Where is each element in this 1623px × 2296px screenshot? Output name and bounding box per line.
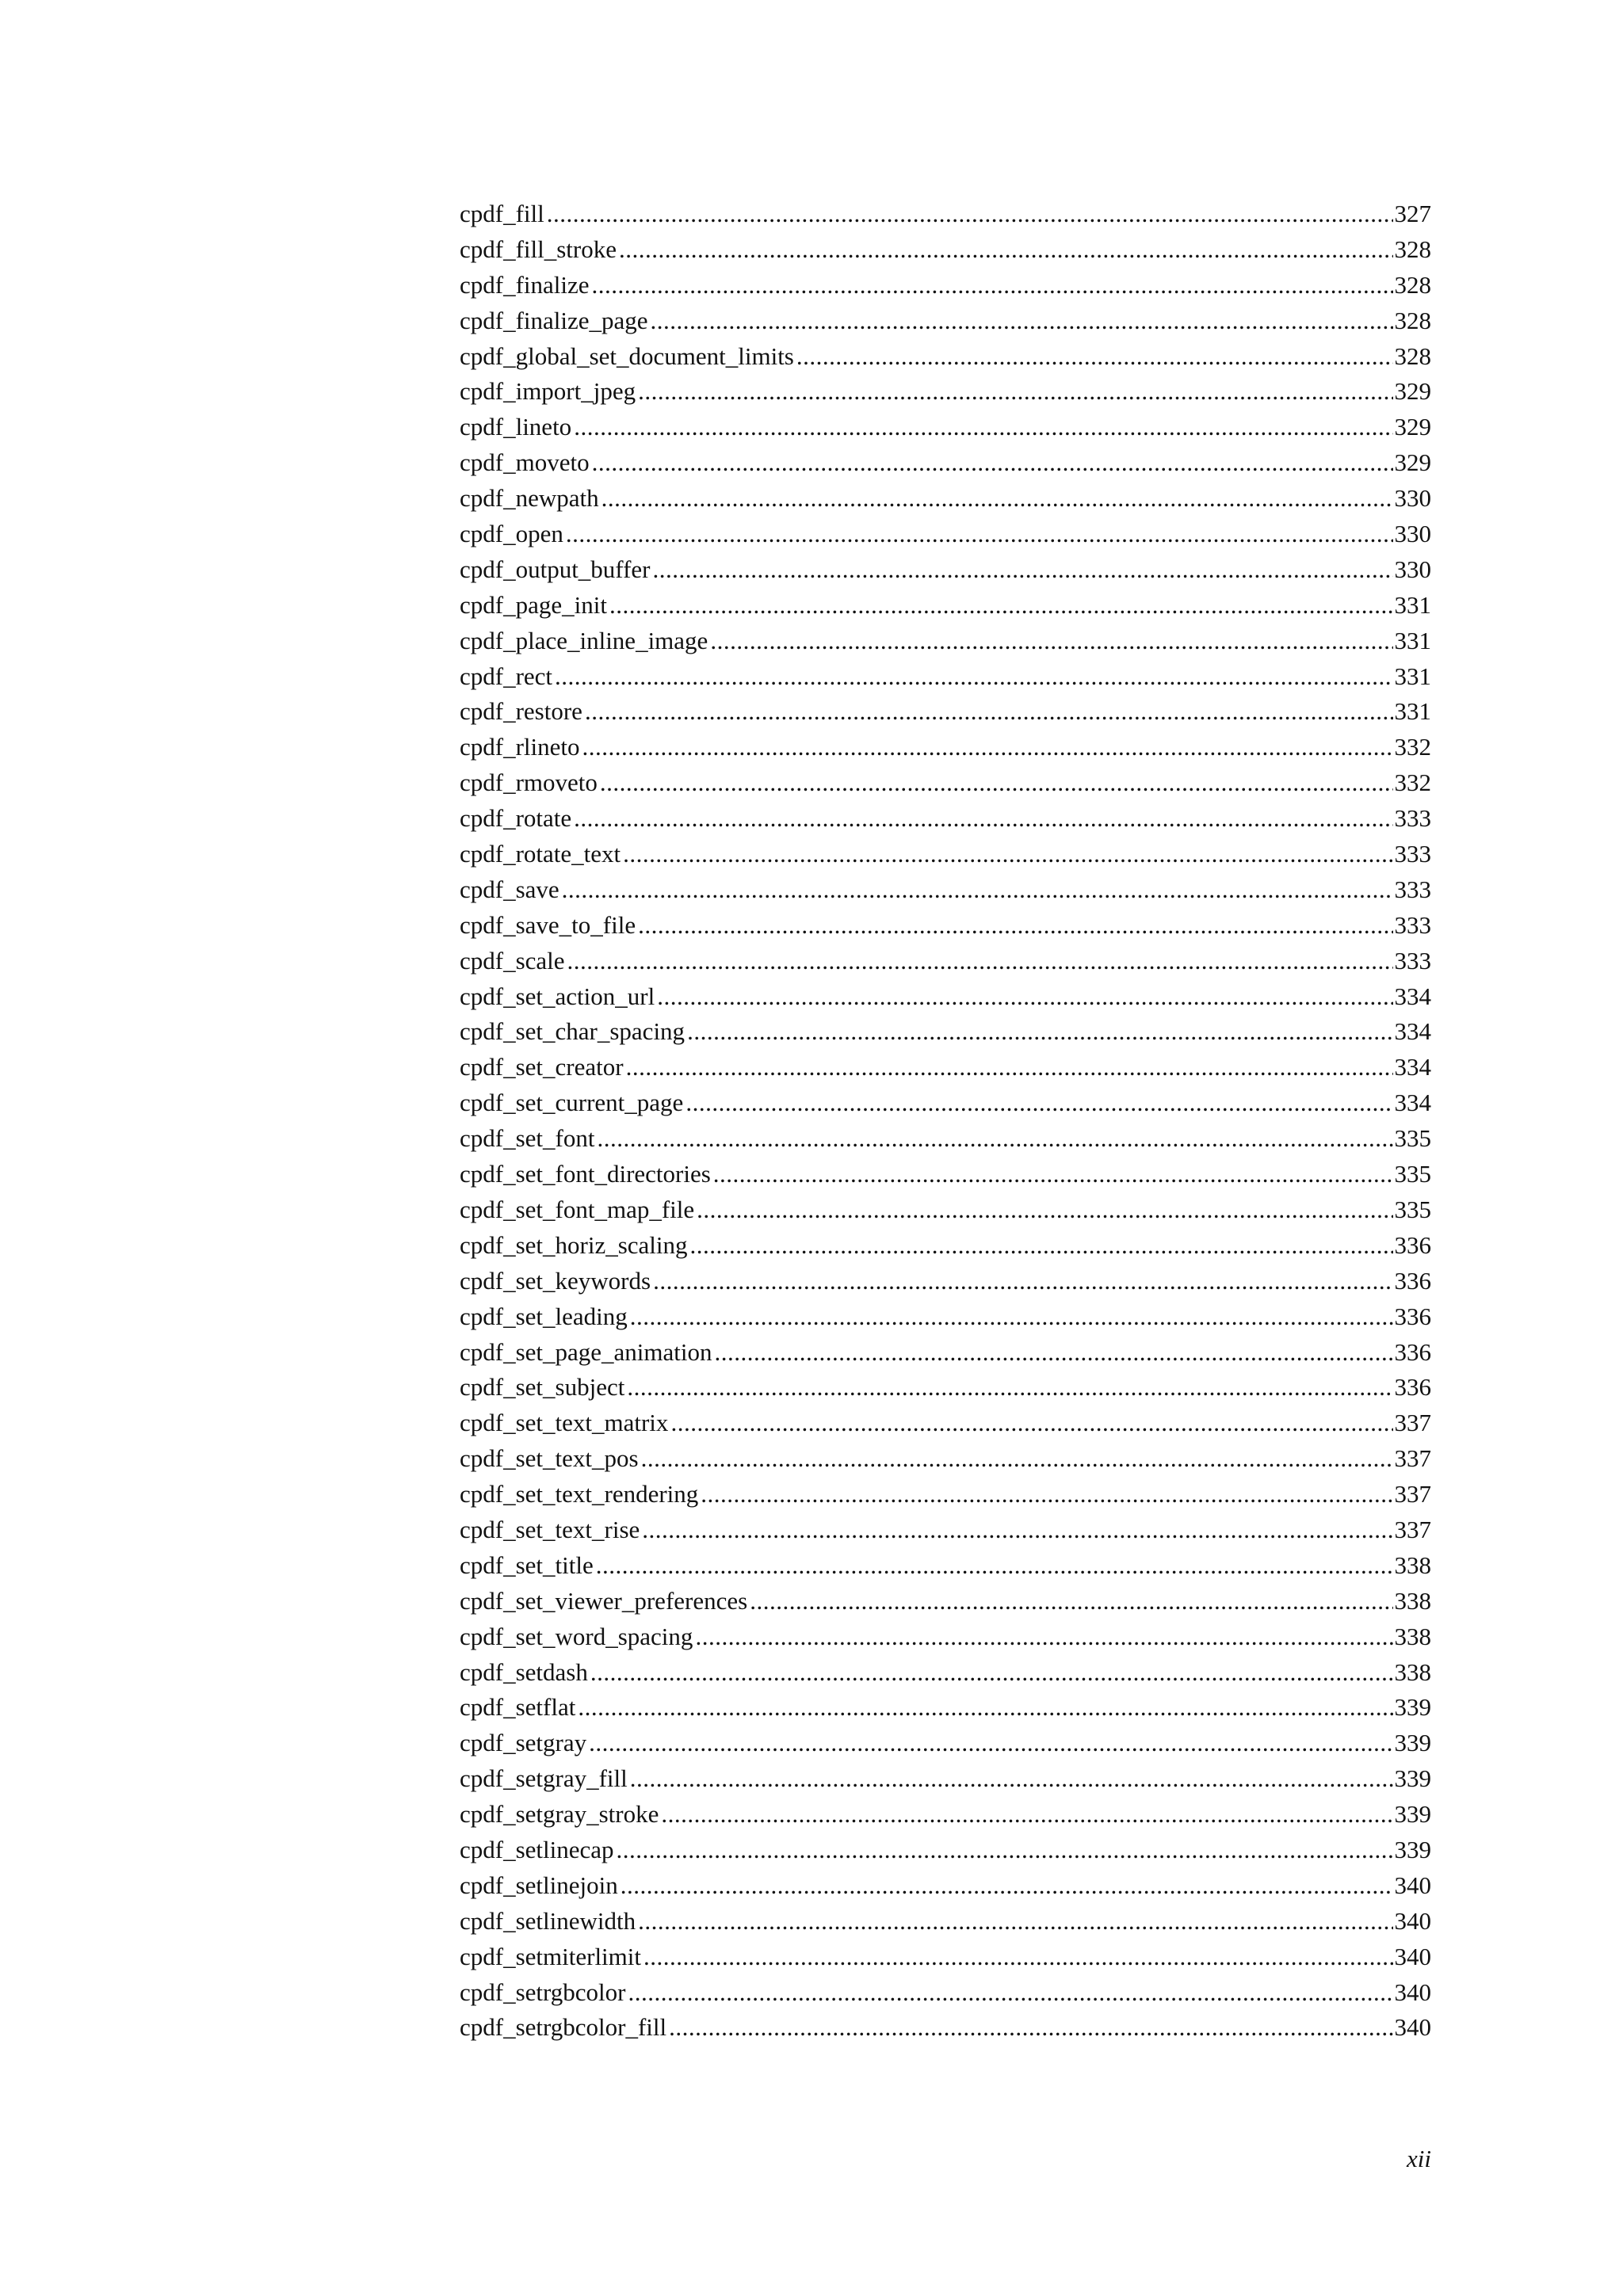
toc-entry [460,1370,1431,1405]
toc-dot-leader [600,765,1393,801]
toc-dot-leader [626,1050,1393,1085]
toc-entry-page: 329 [1394,413,1431,441]
toc-entry-name: cpdf_set_word_spacing [460,1622,693,1650]
toc-entry-name: cpdf_setlinecap [460,1835,614,1863]
toc-entry [460,694,1431,730]
toc-entry-name: cpdf_finalize [460,270,590,299]
toc-dot-leader [687,1014,1392,1050]
toc-dot-leader [609,588,1393,624]
toc-entry-page: 328 [1394,270,1431,299]
toc-entry-name: cpdf_set_char_spacing [460,1017,685,1046]
toc-entry-page: 339 [1394,1693,1431,1722]
toc-entry-page: 338 [1394,1622,1431,1650]
toc-entry-page: 330 [1394,555,1431,583]
toc-entry-name: cpdf_set_leading [460,1302,628,1330]
toc-entry-name: cpdf_import_jpeg [460,377,636,406]
toc-entry-page: 334 [1394,982,1431,1010]
toc-dot-leader [592,445,1393,481]
toc-entry-page: 335 [1394,1195,1431,1223]
toc-entry-page: 329 [1394,448,1431,477]
toc-dot-leader [627,1370,1392,1405]
toc-entry [460,1868,1431,1904]
toc-entry-name: cpdf_set_title [460,1550,594,1579]
toc-entry-name: cpdf_moveto [460,448,590,477]
toc-entry-page: 333 [1394,875,1431,903]
toc-entry [460,374,1431,410]
toc-entry-name: cpdf_set_font_map_file [460,1195,695,1223]
toc-entry-page: 340 [1394,2013,1431,2042]
toc-dot-leader [582,730,1393,765]
toc-entry-name: cpdf_finalize_page [460,306,648,334]
toc-entry [460,624,1431,659]
toc-entry-page: 330 [1394,520,1431,548]
toc-entry-name: cpdf_rotate_text [460,840,621,868]
toc-entry [460,1939,1431,1975]
toc-entry [460,481,1431,517]
toc-entry-page: 339 [1394,1764,1431,1793]
toc-dot-leader [592,268,1393,303]
toc-dot-leader [642,1512,1392,1548]
toc-entry-page: 331 [1394,626,1431,654]
toc-entry-page: 337 [1394,1444,1431,1473]
toc-entry [460,339,1431,375]
toc-entry-name: cpdf_open [460,520,563,548]
toc-entry [460,303,1431,339]
toc-dot-leader [690,1228,1393,1264]
toc-entry [460,1085,1431,1121]
toc-entry-name: cpdf_setflat [460,1693,576,1722]
toc-entry-name: cpdf_rotate [460,804,572,833]
toc-entry-page: 339 [1394,1800,1431,1829]
toc-entry [460,1441,1431,1477]
toc-dot-leader [562,872,1393,908]
toc-dot-leader [601,481,1393,517]
toc-entry-page: 339 [1394,1835,1431,1863]
toc-dot-leader [574,410,1392,445]
toc-entry-name: cpdf_setgray [460,1729,587,1757]
toc-entry [460,588,1431,624]
toc-entry [460,1904,1431,1939]
toc-entry-page: 334 [1394,1017,1431,1046]
toc-dot-leader [630,1761,1393,1797]
toc-entry-page: 338 [1394,1657,1431,1686]
toc-entry-name: cpdf_setrgbcolor_fill [460,2013,667,2042]
toc-entry-page: 335 [1394,1160,1431,1188]
toc-entry-page: 328 [1394,306,1431,334]
toc-entry-name: cpdf_set_text_matrix [460,1409,669,1437]
toc-entry-name: cpdf_newpath [460,484,599,513]
toc-entry-name: cpdf_save [460,875,559,903]
page-number: xii [1407,2145,1431,2172]
toc-entry [460,1121,1431,1157]
toc-entry-name: cpdf_global_set_document_limits [460,341,794,370]
toc-dot-leader [638,908,1392,944]
toc-entry [460,1548,1431,1584]
toc-entry-page: 340 [1394,1906,1431,1935]
toc-dot-leader [555,659,1392,695]
toc-entry-page: 340 [1394,1871,1431,1899]
toc-dot-leader [619,232,1392,268]
toc-dot-leader [621,1868,1393,1904]
toc-entry [460,1299,1431,1335]
toc-entry [460,1619,1431,1655]
toc-dot-leader [641,1441,1393,1477]
toc-entry [460,268,1431,303]
toc-entry-page: 333 [1394,910,1431,939]
toc-entry [460,552,1431,588]
toc-entry-name: cpdf_set_keywords [460,1266,651,1295]
toc-entry-page: 336 [1394,1302,1431,1330]
toc-entry [460,1014,1431,1050]
toc-entry [460,659,1431,695]
toc-entry-name: cpdf_set_page_animation [460,1337,712,1366]
toc-dot-leader [578,1690,1392,1726]
toc-dot-leader [630,1299,1393,1335]
toc-dot-leader [585,694,1393,730]
toc-entry [460,1157,1431,1192]
toc-entry-name: cpdf_setdash [460,1657,588,1686]
toc-entry [460,1655,1431,1691]
toc-dot-leader [547,196,1393,232]
toc-entry [460,1690,1431,1726]
toc-entry-page: 329 [1394,377,1431,406]
toc-entry-name: cpdf_setmiterlimit [460,1942,642,1970]
toc-entry-page: 338 [1394,1550,1431,1579]
toc-entry-name: cpdf_set_text_rendering [460,1480,699,1508]
toc-dot-leader [796,339,1393,375]
toc-entry-name: cpdf_set_subject [460,1373,625,1402]
toc-entry-name: cpdf_setgray_fill [460,1764,628,1793]
toc-dot-leader [596,1548,1393,1584]
toc-dot-leader [750,1584,1392,1619]
toc-entry [460,1228,1431,1264]
toc-entry-page: 334 [1394,1053,1431,1081]
toc-entry-page: 328 [1394,235,1431,263]
toc-entry [460,1405,1431,1441]
toc-entry [460,1584,1431,1619]
toc-dot-leader [597,1121,1392,1157]
toc-entry-name: cpdf_restore [460,697,582,726]
toc-entry-page: 338 [1394,1586,1431,1615]
toc-entry [460,1335,1431,1371]
toc-dot-leader [710,624,1392,659]
toc-entry [460,196,1431,232]
toc-entry [460,1512,1431,1548]
toc-entry [460,1726,1431,1761]
toc-entry-name: cpdf_setrgbcolor [460,1978,626,2006]
toc-entry [460,410,1431,445]
toc-entry-page: 333 [1394,840,1431,868]
toc-dot-leader [566,517,1393,552]
toc-entry [460,1477,1431,1512]
toc-dot-leader [623,837,1392,872]
toc-entry-name: cpdf_lineto [460,413,572,441]
toc-dot-leader [669,2010,1392,2046]
toc-entry-name: cpdf_setlinewidth [460,1906,636,1935]
toc-entry [460,1975,1431,2011]
toc-entry [460,837,1431,872]
toc-entry-page: 339 [1394,1729,1431,1757]
toc-entry-page: 328 [1394,341,1431,370]
toc-dot-leader [670,1405,1392,1441]
toc-entry-page: 337 [1394,1480,1431,1508]
toc-entry-page: 331 [1394,697,1431,726]
toc-entry [460,1192,1431,1228]
toc-dot-leader [651,303,1393,339]
toc-entry [460,765,1431,801]
toc-dot-leader [715,1335,1393,1371]
toc-entry [460,232,1431,268]
toc-entry-name: cpdf_rlineto [460,733,580,761]
toc-entry-page: 333 [1394,804,1431,833]
toc-entry-name: cpdf_setlinejoin [460,1871,618,1899]
toc-entry-name: cpdf_scale [460,946,565,974]
toc-entry-page: 340 [1394,1978,1431,2006]
toc-dot-leader [638,374,1392,410]
toc-entry-name: cpdf_set_current_page [460,1089,684,1117]
toc-entry-page: 336 [1394,1230,1431,1259]
toc-entry-name: cpdf_set_font [460,1124,595,1153]
toc-entry [460,979,1431,1015]
toc-entry-page: 336 [1394,1337,1431,1366]
toc-entry-page: 335 [1394,1124,1431,1153]
toc-entry-name: cpdf_set_horiz_scaling [460,1230,688,1259]
toc-entry [460,801,1431,837]
toc-entry [460,872,1431,908]
toc-dot-leader [685,1085,1392,1121]
toc-dot-leader [695,1619,1392,1655]
toc-entry [460,1761,1431,1797]
toc-entry-name: cpdf_page_init [460,590,607,619]
toc-dot-leader [643,1939,1392,1975]
toc-dot-leader [713,1157,1393,1192]
toc-entry-page: 337 [1394,1515,1431,1543]
toc-entry-name: cpdf_save_to_file [460,910,636,939]
toc-entry [460,908,1431,944]
toc-entry-page: 333 [1394,946,1431,974]
toc-entry-name: cpdf_set_text_rise [460,1515,640,1543]
table-of-contents [460,196,1431,2046]
toc-entry-page: 337 [1394,1409,1431,1437]
toc-dot-leader [652,552,1392,588]
toc-dot-leader [697,1192,1392,1228]
toc-entry [460,1264,1431,1299]
toc-entry-page: 334 [1394,1089,1431,1117]
toc-dot-leader [574,801,1392,837]
toc-entry-name: cpdf_fill [460,200,544,227]
toc-entry-name: cpdf_output_buffer [460,555,651,583]
toc-dot-leader [661,1797,1392,1833]
toc-dot-leader [701,1477,1392,1512]
toc-entry [460,517,1431,552]
toc-entry [460,1833,1431,1868]
toc-entry-name: cpdf_setgray_stroke [460,1800,659,1829]
toc-entry-name: cpdf_set_text_pos [460,1444,639,1473]
toc-entry-name: cpdf_set_action_url [460,982,655,1010]
toc-dot-leader [653,1264,1392,1299]
toc-entry-page: 331 [1394,662,1431,690]
toc-entry-name: cpdf_set_font_directories [460,1160,711,1188]
toc-entry-page: 327 [1394,200,1431,227]
toc-dot-leader [628,1975,1392,2011]
toc-entry [460,1050,1431,1085]
toc-entry-page: 331 [1394,590,1431,619]
toc-entry [460,1797,1431,1833]
toc-entry-page: 330 [1394,484,1431,513]
toc-entry [460,730,1431,765]
toc-entry-page: 340 [1394,1942,1431,1970]
toc-entry-page: 332 [1394,733,1431,761]
toc-dot-leader [590,1655,1393,1691]
toc-entry-page: 332 [1394,769,1431,797]
toc-entry [460,2010,1431,2046]
toc-entry-name: cpdf_rect [460,662,553,690]
toc-dot-leader [638,1904,1392,1939]
toc-entry-name: cpdf_fill_stroke [460,235,617,263]
toc-entry [460,445,1431,481]
toc-entry [460,944,1431,979]
toc-entry-name: cpdf_set_viewer_preferences [460,1586,748,1615]
toc-dot-leader [589,1726,1392,1761]
toc-entry-page: 336 [1394,1266,1431,1295]
toc-entry-name: cpdf_set_creator [460,1053,624,1081]
toc-dot-leader [657,979,1392,1015]
toc-entry-name: cpdf_rmoveto [460,769,598,797]
toc-dot-leader [567,944,1393,979]
toc-entry-name: cpdf_place_inline_image [460,626,708,654]
toc-entry-page: 336 [1394,1373,1431,1402]
toc-dot-leader [617,1833,1393,1868]
